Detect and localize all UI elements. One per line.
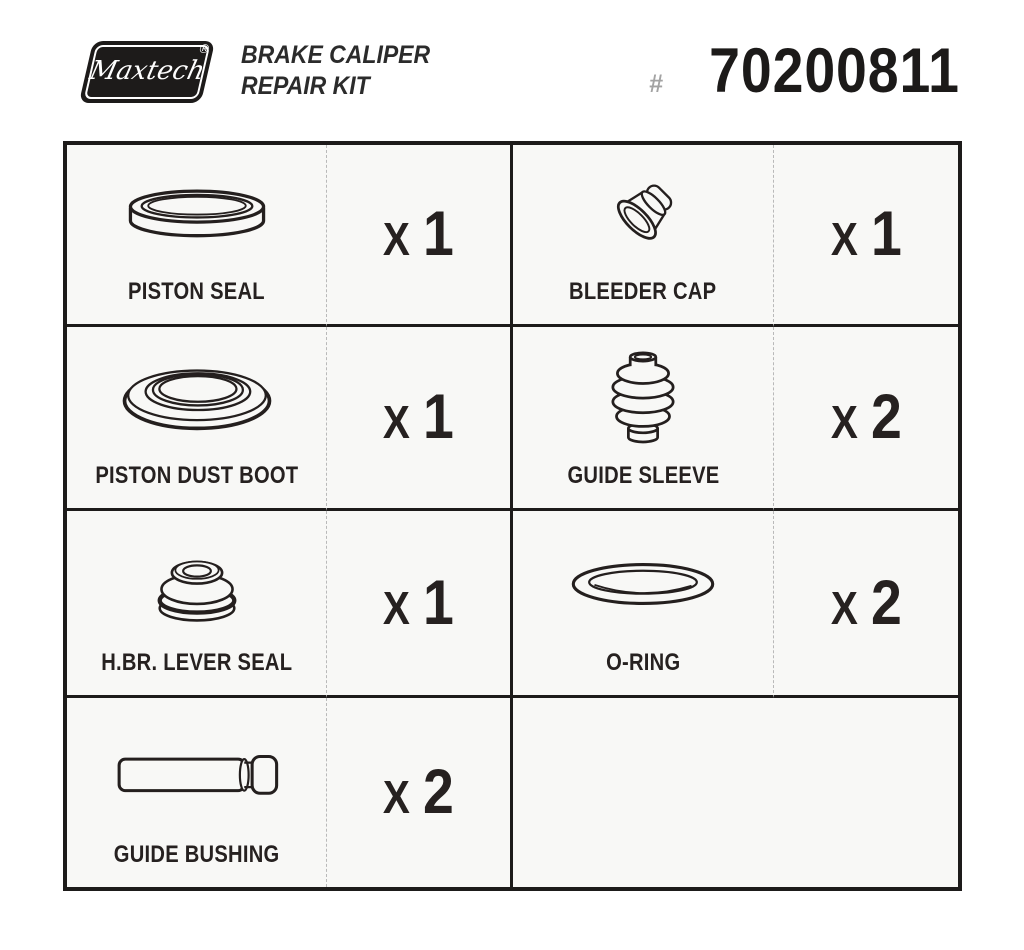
- quantity: X 1: [382, 567, 455, 638]
- registered-trademark-icon: ®: [196, 42, 212, 56]
- part-label: BLEEDER CAP: [569, 278, 717, 305]
- piston-dust-boot-icon: [119, 327, 275, 462]
- hbr-lever-seal-icon: [145, 511, 249, 649]
- brand-name: Maxtech: [86, 55, 208, 86]
- quantity: X 2: [830, 567, 902, 638]
- part-cell-hbr-lever-seal: [67, 511, 327, 698]
- qty-cell-guide-bushing: [327, 698, 513, 887]
- brand-logo-frame: [84, 45, 210, 99]
- part-number-block: [649, 36, 960, 106]
- qty-cell-guide-sleeve: [774, 327, 958, 511]
- part-label: O-RING: [605, 649, 681, 676]
- product-title: [241, 40, 430, 102]
- brand-logo: [79, 41, 215, 103]
- qty-cell-bleeder-cap: [774, 145, 958, 327]
- part-number: 70200811: [709, 36, 960, 106]
- product-title-line2: REPAIR KIT: [241, 72, 370, 100]
- guide-bushing-icon: [109, 698, 285, 841]
- quantity: X 1: [382, 382, 455, 452]
- product-title-line1: BRAKE CALIPER: [241, 41, 431, 69]
- part-cell-piston-dust-boot: [67, 327, 327, 511]
- part-label: H.BR. LEVER SEAL: [100, 649, 293, 676]
- qty-cell-hbr-lever-seal: [327, 511, 513, 698]
- quantity: X 2: [382, 757, 455, 827]
- number-sign: #: [649, 70, 664, 98]
- o-ring-icon: [568, 511, 718, 649]
- quantity: X 1: [382, 199, 455, 269]
- qty-cell-piston-seal: [327, 145, 513, 327]
- parts-table: [63, 141, 962, 891]
- qty-cell-o-ring: [774, 511, 958, 698]
- part-label: PISTON DUST BOOT: [94, 462, 299, 489]
- part-cell-bleeder-cap: [513, 145, 774, 327]
- part-label: GUIDE SLEEVE: [566, 462, 720, 489]
- part-cell-piston-seal: [67, 145, 327, 327]
- part-cell-guide-bushing: [67, 698, 327, 887]
- part-label: GUIDE BUSHING: [113, 841, 280, 868]
- part-label: PISTON SEAL: [128, 278, 265, 305]
- part-cell-o-ring: [513, 511, 774, 698]
- quantity: X 1: [830, 199, 902, 269]
- qty-cell-piston-dust-boot: [327, 327, 513, 511]
- empty-cell: [513, 698, 958, 887]
- guide-sleeve-icon: [597, 327, 689, 462]
- piston-seal-icon: [122, 145, 272, 278]
- quantity: X 2: [830, 382, 902, 452]
- bleeder-cap-icon: [600, 145, 686, 278]
- part-cell-guide-sleeve: [513, 327, 774, 511]
